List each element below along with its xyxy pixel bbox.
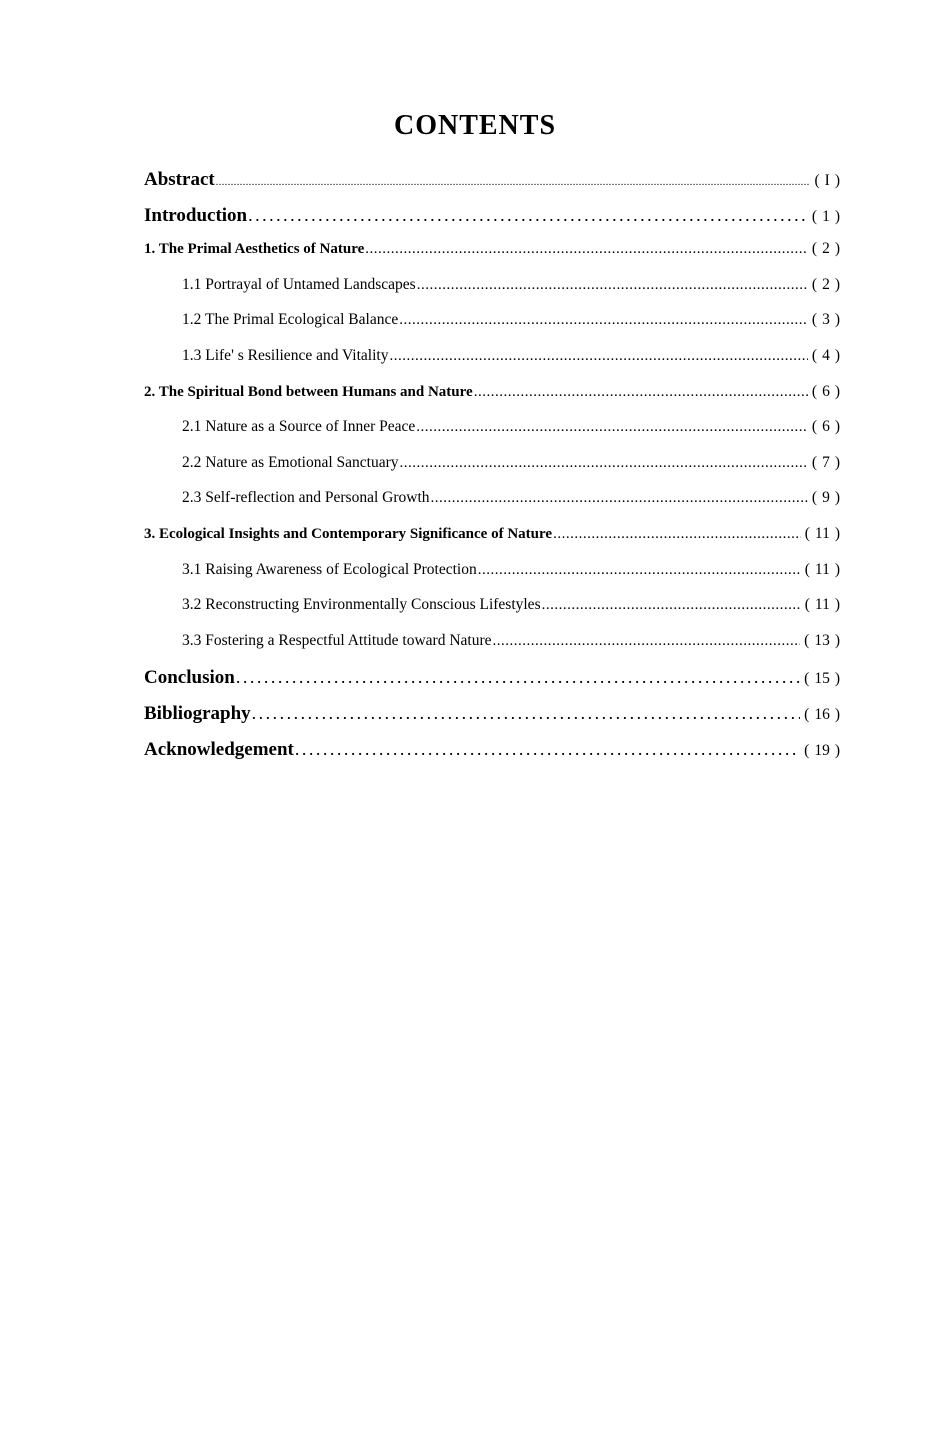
paren-close: ) [834,453,840,471]
dot-leader [236,667,800,688]
toc-entry-pageno [804,742,840,760]
dot-leader [216,172,811,190]
paren-close: ) [834,418,840,436]
toc-entry-pageno [804,632,840,650]
toc-entry-page: 16 [814,705,830,723]
dot-leader [493,632,801,650]
toc-entry-pageno [804,706,840,724]
toc-entry-title: 1.1 Portrayal of Untamed Landscapes [182,275,416,293]
toc-row [144,383,840,419]
toc-entry-page: 11 [814,524,830,542]
toc-row [144,205,840,241]
dot-leader [542,596,801,614]
toc-row [144,739,840,775]
toc-entry-page: 13 [814,631,830,649]
toc-row [144,240,840,276]
toc-row [144,525,840,561]
dot-leader [365,240,808,258]
toc-row [144,418,840,454]
dot-leader [416,418,808,436]
toc-entry-page: 11 [814,560,830,578]
paren-open: ( [804,524,810,542]
toc-row [144,667,840,703]
toc-entry-title: 1.2 The Primal Ecological Balance [182,311,399,329]
toc-entry-page: 9 [822,489,830,507]
paren-close: ) [834,382,840,400]
paren-close: ) [834,240,840,258]
dot-leader [389,347,807,365]
toc-entry-pageno [812,418,840,436]
toc-list [144,169,840,774]
paren-open: ( [804,741,810,759]
paren-open: ( [811,311,818,329]
page-title: CONTENTS [393,110,557,141]
toc-entry-title: 2.1 Nature as a Source of Inner Peace [182,418,416,436]
toc-row [144,489,840,525]
paren-open: ( [811,453,818,471]
paren-close: ) [834,670,840,688]
dot-leader [248,205,808,226]
toc-entry-title: 1. The Primal Aesthetics of Nature [144,241,365,258]
dot-leader [417,276,808,294]
paren-close: ) [834,631,840,649]
toc-entry-page: 1 [822,207,830,225]
toc-entry-pageno [805,525,840,543]
toc-entry-page: 4 [822,346,830,364]
paren-open: ( [811,240,818,258]
paren-open: ( [811,489,818,507]
paren-open: ( [804,705,810,723]
dot-leader [399,311,808,329]
dot-leader [400,454,808,472]
toc-row [144,596,840,632]
toc-entry-title: 2. The Spiritual Bond between Humans and Nature [144,383,473,400]
toc-entry-title: 3.3 Fostering a Respectful Attitude toward Nature [182,631,492,649]
paren-close: ) [834,207,840,225]
toc-entry-title: 2.2 Nature as Emotional Sanctuary [182,453,399,471]
paren-open: ( [814,172,820,189]
paren-close: ) [834,524,840,542]
paren-open: ( [804,670,810,688]
paren-close: ) [834,705,840,723]
paren-close: ) [834,560,840,578]
toc-entry-page: 19 [814,741,830,759]
dot-leader [474,383,808,401]
toc-row [144,632,840,668]
paren-open: ( [804,631,810,649]
toc-entry-pageno [812,383,840,401]
paren-close: ) [834,172,840,189]
toc-entry-page: 2 [822,275,830,293]
toc-row [144,311,840,347]
toc-entry-pageno [812,347,840,365]
toc-entry-title: 2.3 Self-reflection and Personal Growth [182,489,430,507]
toc-entry-page: 2 [822,240,830,258]
toc-entry-page: 3 [822,311,830,329]
paren-open: ( [804,596,810,614]
toc-row [144,561,840,597]
paren-open: ( [811,346,818,364]
toc-entry-page: 15 [814,670,830,688]
paren-close: ) [834,596,840,614]
dot-leader [431,489,808,507]
toc-row [144,169,840,205]
toc-entry-title: 3.2 Reconstructing Environmentally Conscious Lifestyles [182,596,541,614]
paren-open: ( [811,418,818,436]
paren-close: ) [834,741,840,759]
toc-entry-pageno [812,489,840,507]
toc-entry-pageno [812,208,840,226]
toc-entry-pageno [812,454,840,472]
toc-row [144,276,840,312]
paren-close: ) [834,311,840,329]
toc-entry-pageno [812,311,840,329]
toc-entry-page: 11 [814,596,830,614]
dot-leader [553,525,801,543]
dot-leader [478,561,801,579]
toc-entry-pageno [805,596,840,614]
paren-close: ) [834,346,840,364]
toc-entry-pageno [812,276,840,294]
toc-entry-title: Introduction [144,204,248,226]
document-page [0,110,950,774]
paren-open: ( [811,207,818,225]
dot-leader [295,739,800,760]
toc-entry-title: Abstract [144,169,215,190]
toc-entry-page: 6 [822,382,830,400]
toc-entry-page: 6 [822,418,830,436]
paren-close: ) [834,489,840,507]
toc-entry-title: 3. Ecological Insights and Contemporary Significance of Nature [144,525,553,542]
toc-row [144,703,840,739]
toc-entry-pageno [805,561,840,579]
toc-entry-pageno [812,240,840,258]
toc-row [144,454,840,490]
paren-open: ( [804,560,810,578]
toc-entry-pageno [804,670,840,688]
paren-close: ) [834,275,840,293]
paren-open: ( [811,275,818,293]
paren-open: ( [811,382,818,400]
toc-entry-pageno [814,172,840,190]
toc-row [144,347,840,383]
toc-entry-title: Acknowledgement [144,738,294,760]
toc-entry-title: Conclusion [144,667,235,689]
toc-entry-title: 1.3 Life' s Resilience and Vitality [182,346,389,364]
toc-entry-page: I [824,172,830,189]
toc-entry-title: 3.1 Raising Awareness of Ecological Protection [182,560,477,578]
dot-leader [252,703,801,724]
toc-entry-title: Bibliography [144,702,251,724]
toc-entry-page: 7 [822,453,830,471]
